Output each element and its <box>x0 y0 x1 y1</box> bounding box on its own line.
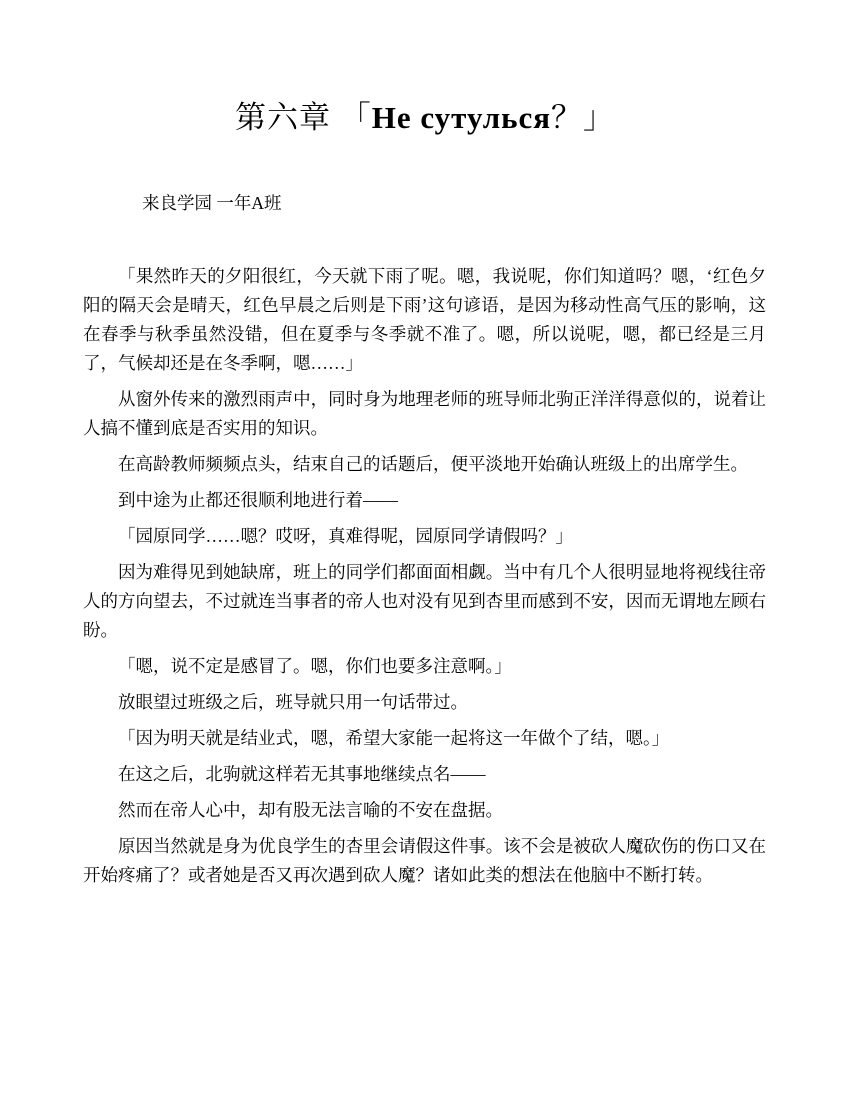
paragraph: 因为难得见到她缺席，班上的同学们都面面相觑。当中有几个人很明显地将视线往帝人的方向望去，不过就连当事者的帝人也对没有见到杏里而感到不安，因而无谓地左顾右盼。 <box>83 562 766 640</box>
paragraph: 原因当然就是身为优良学生的杏里会请假这件事。该不会是被砍人魔砍伤的伤口又在开始疼痛了？或者她是否又再次遇到砍人魔？诸如此类的想法在他脑中不断打转。 <box>83 836 766 885</box>
paragraph: 然而在帝人心中，却有股无法言喻的不安在盘据。 <box>118 800 503 820</box>
paragraph: 「因为明天就是结业式，嗯，希望大家能一起将这一年做个了结，嗯。」 <box>118 728 670 748</box>
scene-location: 来良学园 一年A班 <box>142 193 282 213</box>
chapter-title-suffix: ？」 <box>551 100 616 135</box>
body-text <box>83 189 766 890</box>
paragraph: 在这之后，北驹就这样若无其事地继续点名—— <box>118 764 486 784</box>
paragraph: 「果然昨天的夕阳很红，今天就下雨了呢。嗯，我说呢，你们知道吗？嗯，‘红色夕阳的隔天会是晴天，红色早晨之后则是下雨’这句谚语，是因为移动性高气压的影响，这在春季与秋季虽然没错，但在夏季与冬季就不准了。嗯，所以说呢，嗯，都已经是三月了，气候却还是在冬季啊，嗯……」 <box>83 266 766 373</box>
chapter-title-emphasis: Не сутулься <box>371 100 552 135</box>
paragraph: 「嗯，说不定是感冒了。嗯，你们也要多注意啊。」 <box>118 656 512 676</box>
chapter-title-prefix: 第六章 「 <box>234 100 372 135</box>
paragraph: 放眼望过班级之后，班导就只用一句话带过。 <box>118 692 468 712</box>
chapter-title <box>0 0 850 139</box>
paragraph: 到中途为止都还很顺利地进行着—— <box>118 490 398 510</box>
paragraph: 在高龄教师频频点头，结束自己的话题后，便平淡地开始确认班级上的出席学生。 <box>118 454 748 474</box>
paragraph: 「园原同学……嗯？哎呀，真难得呢，园原同学请假吗？」 <box>118 526 573 546</box>
paragraph: 从窗外传来的激烈雨声中，同时身为地理老师的班导师北驹正洋洋得意似的，说着让人搞不懂到底是否实用的知识。 <box>83 389 766 438</box>
